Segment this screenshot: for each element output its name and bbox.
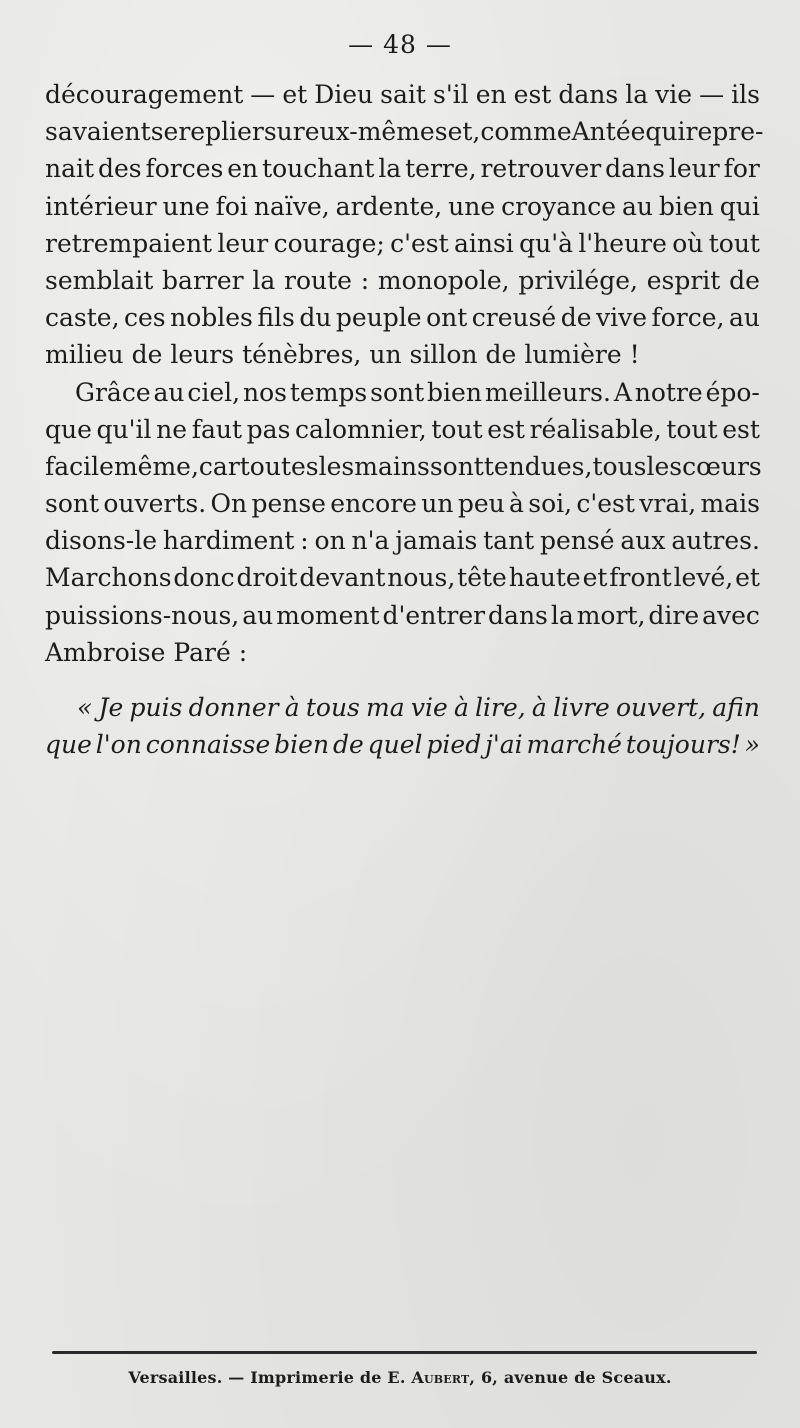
word: les [318,451,355,481]
word: nous, [387,563,456,593]
imprint-suffix: 6, avenue de Sceaux. [480,1368,672,1387]
word: que [45,414,92,444]
word: ! [629,340,640,370]
word: intérieur [45,191,157,221]
ambroise-pare-quote [45,688,760,762]
word: dans [488,600,548,630]
imprint-prefix: Versailles. — Imprimerie de E. [128,1368,406,1387]
word: privilége, [518,265,638,295]
word: qu'à [519,228,573,258]
word: que [45,730,92,760]
word: qui [645,117,686,147]
word: vie [410,693,448,722]
word: vive [595,303,648,333]
word: hardiment [162,526,295,556]
word: monopole, [377,265,510,295]
word: en [227,154,259,184]
word: puissions-nous, [45,600,240,630]
word: naïve, [253,191,330,221]
word: épo- [705,377,760,407]
text-line [45,113,764,150]
word: pense [251,489,326,519]
word: nait [45,154,95,184]
word: donner [188,693,279,722]
word: courage; [273,228,385,258]
word: leur [217,228,269,258]
word: connaisse [145,730,271,760]
body-text [45,76,764,671]
word: soi, [528,489,573,519]
word: pied [426,730,482,760]
word: : [238,637,248,667]
word: de [332,730,364,760]
text-line [45,725,760,762]
word: retrouver [480,154,602,184]
word: retrempaient [45,228,213,258]
word: un [421,489,454,519]
word: leurs [170,340,235,370]
word: ciel, [187,377,241,407]
word: dans [558,80,619,109]
word: « [77,693,93,722]
word: n'a [351,526,390,556]
word: faut [191,414,243,444]
word: barrer [162,265,244,295]
word: levé, [673,563,734,593]
word: afin [712,693,760,722]
word: Antée [571,117,646,147]
word: Paré [173,637,231,667]
text-line [45,411,760,448]
word: forces [145,154,224,184]
word: temps [289,377,368,407]
word: se [150,117,179,147]
word: encore [330,489,417,519]
text-line [45,634,760,671]
word: réalisable, [529,414,662,444]
word: moment [276,600,380,630]
word: cœurs [682,451,762,481]
word: des [97,154,142,184]
word: — [699,80,725,109]
word: vrai, [639,489,697,519]
word: esprit [646,265,721,295]
word: au [728,303,760,333]
text-line [45,336,760,373]
word: à [509,489,524,519]
word: Marchons [45,563,172,593]
word: ma [366,693,405,722]
word: » [744,730,760,760]
word: la [378,154,402,184]
word: A [613,377,632,407]
word: pensé [540,526,615,556]
word: facile [45,451,114,481]
word: tendues, [483,451,593,481]
word: meilleurs. [484,377,611,407]
word: du [299,303,332,333]
word: caste, [45,303,120,333]
word: sont [429,451,484,481]
word: et [582,563,608,593]
word: calomnier, [295,414,427,444]
word: livre [552,693,610,722]
word: Grâce [75,377,151,407]
word: jamais [395,526,478,556]
word: ils [731,80,760,109]
word: pas [246,414,291,444]
word: replier [178,117,264,147]
word: tout [666,414,718,444]
word: même, [113,451,199,481]
word: est [513,80,552,109]
word: au [153,377,185,407]
word: de [560,303,592,333]
word: : [300,526,309,556]
word: la [550,600,574,630]
word: et, [447,117,481,147]
text-line [45,76,760,113]
word: ces [124,303,166,333]
word: les [646,451,683,481]
word: l'heure [578,228,667,258]
printer-imprint [0,1368,800,1387]
word: marché [526,730,622,760]
word: force, [651,303,725,333]
word: eux-mêmes [304,117,448,147]
word: foi [215,191,248,221]
word: découragement [45,80,244,109]
text-line [45,448,760,485]
word: route [284,265,352,295]
word: tout [431,414,483,444]
word: ténèbres, [242,340,362,370]
word: nos [243,377,287,407]
word: mais [700,489,760,519]
word: j'ai [485,730,523,760]
word: fils [257,303,295,333]
word: donc [173,563,235,593]
word: peuple [335,303,422,333]
word: à [453,693,469,722]
text-line [45,150,760,187]
word: dans [605,154,665,184]
word: sont [45,489,100,519]
word: haute [508,563,581,593]
word: une [162,191,210,221]
word: for [723,154,760,184]
word: terre, [405,154,477,184]
word: notre [634,377,703,407]
word: repre- [685,117,764,147]
footer-rule [52,1351,757,1354]
word: droit [236,563,298,593]
word: savaient [45,117,151,147]
word: sur [263,117,305,147]
word: tous [305,693,360,722]
word: la [625,80,649,109]
word: tant [483,526,535,556]
word: nobles [170,303,253,333]
word: quel [367,730,423,760]
text-line [45,597,760,634]
word: croyance [501,191,617,221]
word: ont [426,303,468,333]
word: tête [457,563,507,593]
word: sillon [409,340,478,370]
word: c'est [576,489,635,519]
text-line [45,522,760,559]
word: comme [480,117,572,147]
word: bien [274,730,330,760]
word: la [252,265,276,295]
word: lumière [524,340,622,370]
word: avec [702,600,760,630]
word: semblait [45,265,154,295]
word: qu'il [96,414,152,444]
word: à [284,693,300,722]
word: tous [592,451,647,481]
imprint-printer-name: Aubert, [411,1368,476,1387]
word: au [242,600,274,630]
word: touchant [262,154,375,184]
word: mains [354,451,430,481]
word: Je [98,693,124,722]
word: dire [648,600,700,630]
word: où [672,228,704,258]
word: une [448,191,496,221]
word: front [609,563,672,593]
word: sont [370,377,425,407]
word: ardente, [335,191,443,221]
word: et [735,563,760,593]
word: qui [719,191,760,221]
word: l'on [95,730,142,760]
word: en [475,80,507,109]
word: bien [658,191,714,221]
word: sait [380,80,426,109]
word: de [485,340,517,370]
word: peu [457,489,505,519]
text-line [45,188,760,225]
word: ainsi [453,228,514,258]
word: autres. [671,526,760,556]
text-line [45,225,760,262]
text-line [45,559,760,596]
paragraph-1 [45,76,764,374]
word: de [729,265,760,295]
word: milieu [45,340,124,370]
word: mort, [576,600,646,630]
word: au [621,191,653,221]
word: creusé [471,303,557,333]
page-number: — 48 — [348,30,452,59]
word: bien [427,377,482,407]
word: Dieu [314,80,374,109]
word: d'entrer [382,600,486,630]
word: ouvert, [616,693,707,722]
word: un [369,340,402,370]
word: c'est [390,228,449,258]
word: à [531,693,547,722]
word: On [210,489,248,519]
word: disons-le [45,526,158,556]
word: on [314,526,346,556]
paragraph-2 [45,374,760,672]
word: est [722,414,760,444]
word: lire, [475,693,526,722]
word: toujours! [625,730,741,760]
word: est [487,414,525,444]
word: et [282,80,308,109]
word: car [198,451,240,481]
word: vie [655,80,693,109]
word: tout [708,228,760,258]
text-line [45,299,760,336]
text-line [45,688,760,725]
word: ne [156,414,188,444]
word: : [360,265,370,295]
word: de [131,340,163,370]
word: leur [668,154,720,184]
text-line [45,374,760,411]
word: s'il [432,80,469,109]
text-line [45,485,760,522]
word: aux [620,526,666,556]
word: ouverts. [103,489,207,519]
word: puis [129,693,183,722]
word: — [250,80,276,109]
word: devant [299,563,386,593]
text-line [45,262,760,299]
word: toutes [239,451,319,481]
word: Ambroise [45,637,166,667]
